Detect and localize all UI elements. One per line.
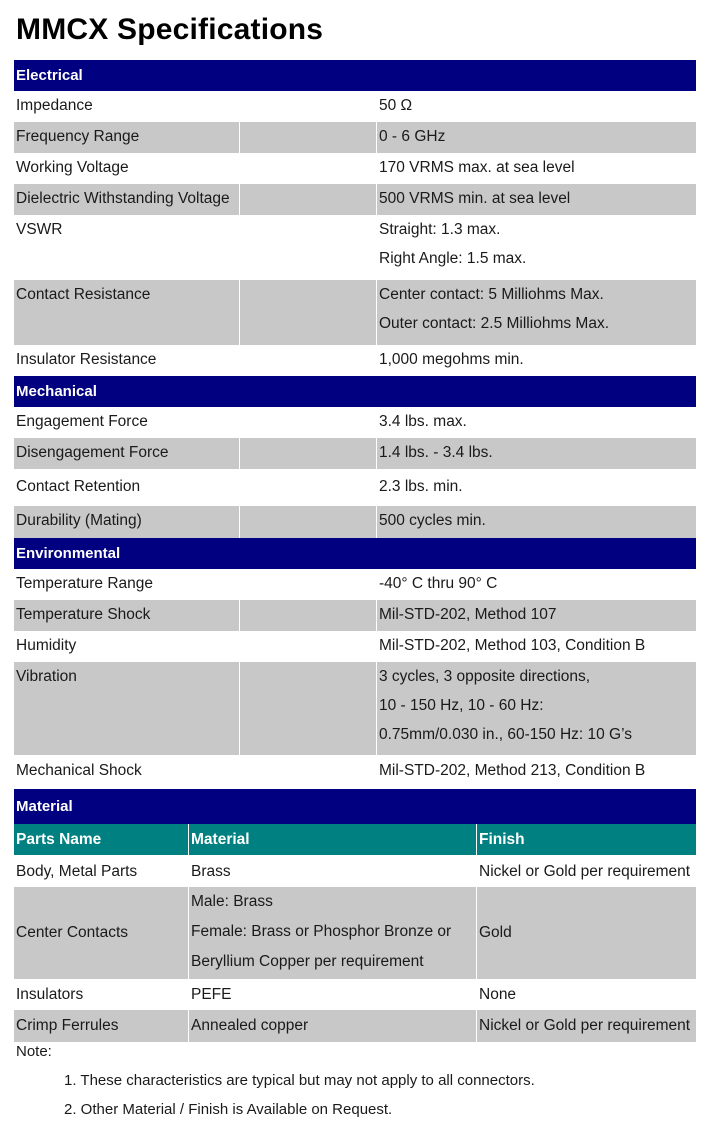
part-material: Brass [191, 863, 231, 880]
part-material: Female: Brass or Phosphor Bronze or [191, 923, 452, 940]
note-item: 1. These characteristics are typical but may not apply to all connectors. [64, 1072, 535, 1089]
part-material: Male: Brass [191, 893, 273, 910]
spec-label: Mechanical Shock [16, 762, 142, 779]
spec-value: 3.4 lbs. max. [379, 413, 467, 430]
spec-value: 3 cycles, 3 opposite directions, [379, 668, 591, 685]
spec-row-humidity [14, 631, 696, 662]
spec-row-disengagement-force [14, 438, 696, 469]
spec-row-temperature-range [14, 569, 696, 600]
spec-value: Right Angle: 1.5 max. [379, 250, 527, 267]
spec-value: Mil-STD-202, Method 107 [379, 606, 557, 623]
spec-value: Mil-STD-202, Method 103, Condition B [379, 637, 646, 654]
material-row [14, 1010, 696, 1042]
column-header-material: Material [188, 824, 476, 855]
spec-label: Dielectric Withstanding Voltage [16, 190, 230, 207]
page-title: MMCX Specifications [16, 13, 324, 46]
spec-row-dielectric-voltage [14, 184, 696, 215]
section-header-environmental: Environmental [14, 538, 696, 569]
spec-row-impedance [14, 91, 696, 122]
spec-label: VSWR [16, 221, 63, 238]
spec-value: 170 VRMS max. at sea level [379, 159, 575, 176]
note-item: 2. Other Material / Finish is Available on Request. [64, 1101, 393, 1118]
spec-row-durability [14, 506, 696, 538]
part-name: Insulators [16, 986, 84, 1003]
spec-value: 1.4 lbs. - 3.4 lbs. [379, 444, 493, 461]
section-header-electrical: Electrical [14, 60, 696, 91]
part-finish: None [479, 986, 517, 1003]
spec-value: Center contact: 5 Milliohms Max. [379, 286, 604, 303]
part-finish: Gold [476, 887, 696, 979]
part-material: PEFE [191, 986, 232, 1003]
part-material: Beryllium Copper per requirement [191, 953, 424, 970]
spec-table [14, 60, 696, 1042]
spec-label: Temperature Range [16, 575, 153, 592]
spec-value: Straight: 1.3 max. [379, 221, 501, 238]
spec-value: -40° C thru 90° C [379, 575, 498, 592]
spec-row-mechanical-shock [14, 755, 696, 789]
spec-label: Contact Retention [16, 478, 141, 495]
material-column-headers [14, 824, 696, 855]
spec-value: 10 - 150 Hz, 10 - 60 Hz: [379, 697, 544, 714]
spec-label: Temperature Shock [16, 606, 151, 623]
spec-label: Insulator Resistance [16, 351, 157, 368]
spec-value: 50 Ω [379, 97, 413, 114]
spec-label: Durability (Mating) [16, 512, 142, 529]
spec-row-insulator-resistance [14, 345, 696, 376]
note-list [64, 1072, 535, 1130]
material-row [14, 979, 696, 1010]
spec-label: Contact Resistance [16, 286, 151, 303]
part-material: Annealed copper [188, 1010, 476, 1042]
spec-label: Humidity [16, 637, 77, 654]
spec-row-vibration [14, 662, 696, 755]
part-finish: Nickel or Gold per requirement [476, 1010, 696, 1042]
part-name: Crimp Ferrules [16, 1017, 119, 1034]
part-name: Center Contacts [16, 924, 128, 941]
spec-row-frequency-range [14, 122, 696, 153]
spec-label: Engagement Force [16, 413, 148, 430]
note-label: Note: [16, 1043, 52, 1060]
spec-row-temperature-shock [14, 600, 696, 631]
spec-value: 0.75mm/0.030 in., 60-150 Hz: 10 G’s [379, 726, 633, 743]
spec-row-contact-retention [14, 469, 696, 506]
column-header-parts-name: Parts Name [16, 831, 102, 848]
section-header-material: Material [14, 789, 696, 824]
spec-value: Outer contact: 2.5 Milliohms Max. [379, 315, 609, 332]
part-name: Body, Metal Parts [16, 863, 138, 880]
spec-value: 0 - 6 GHz [379, 128, 446, 145]
spec-row-contact-resistance [14, 280, 696, 345]
spec-label: Disengagement Force [16, 444, 169, 461]
spec-value: 1,000 megohms min. [379, 351, 524, 368]
material-row [14, 856, 696, 887]
column-header-finish: Finish [476, 824, 696, 855]
spec-label: Frequency Range [16, 128, 140, 145]
spec-row-working-voltage [14, 153, 696, 184]
spec-value: Mil-STD-202, Method 213, Condition B [379, 762, 646, 779]
spec-label: Vibration [16, 668, 77, 685]
spec-value: 2.3 lbs. min. [379, 478, 463, 495]
spec-value: 500 VRMS min. at sea level [379, 190, 571, 207]
spec-value: 500 cycles min. [379, 512, 486, 529]
part-finish: Nickel or Gold per requirement [479, 863, 691, 880]
spec-row-engagement-force [14, 407, 696, 438]
section-header-mechanical: Mechanical [14, 376, 696, 407]
spec-label: Impedance [16, 97, 93, 114]
spec-row-vswr [14, 215, 696, 280]
material-row [14, 887, 696, 979]
spec-label: Working Voltage [16, 159, 129, 176]
